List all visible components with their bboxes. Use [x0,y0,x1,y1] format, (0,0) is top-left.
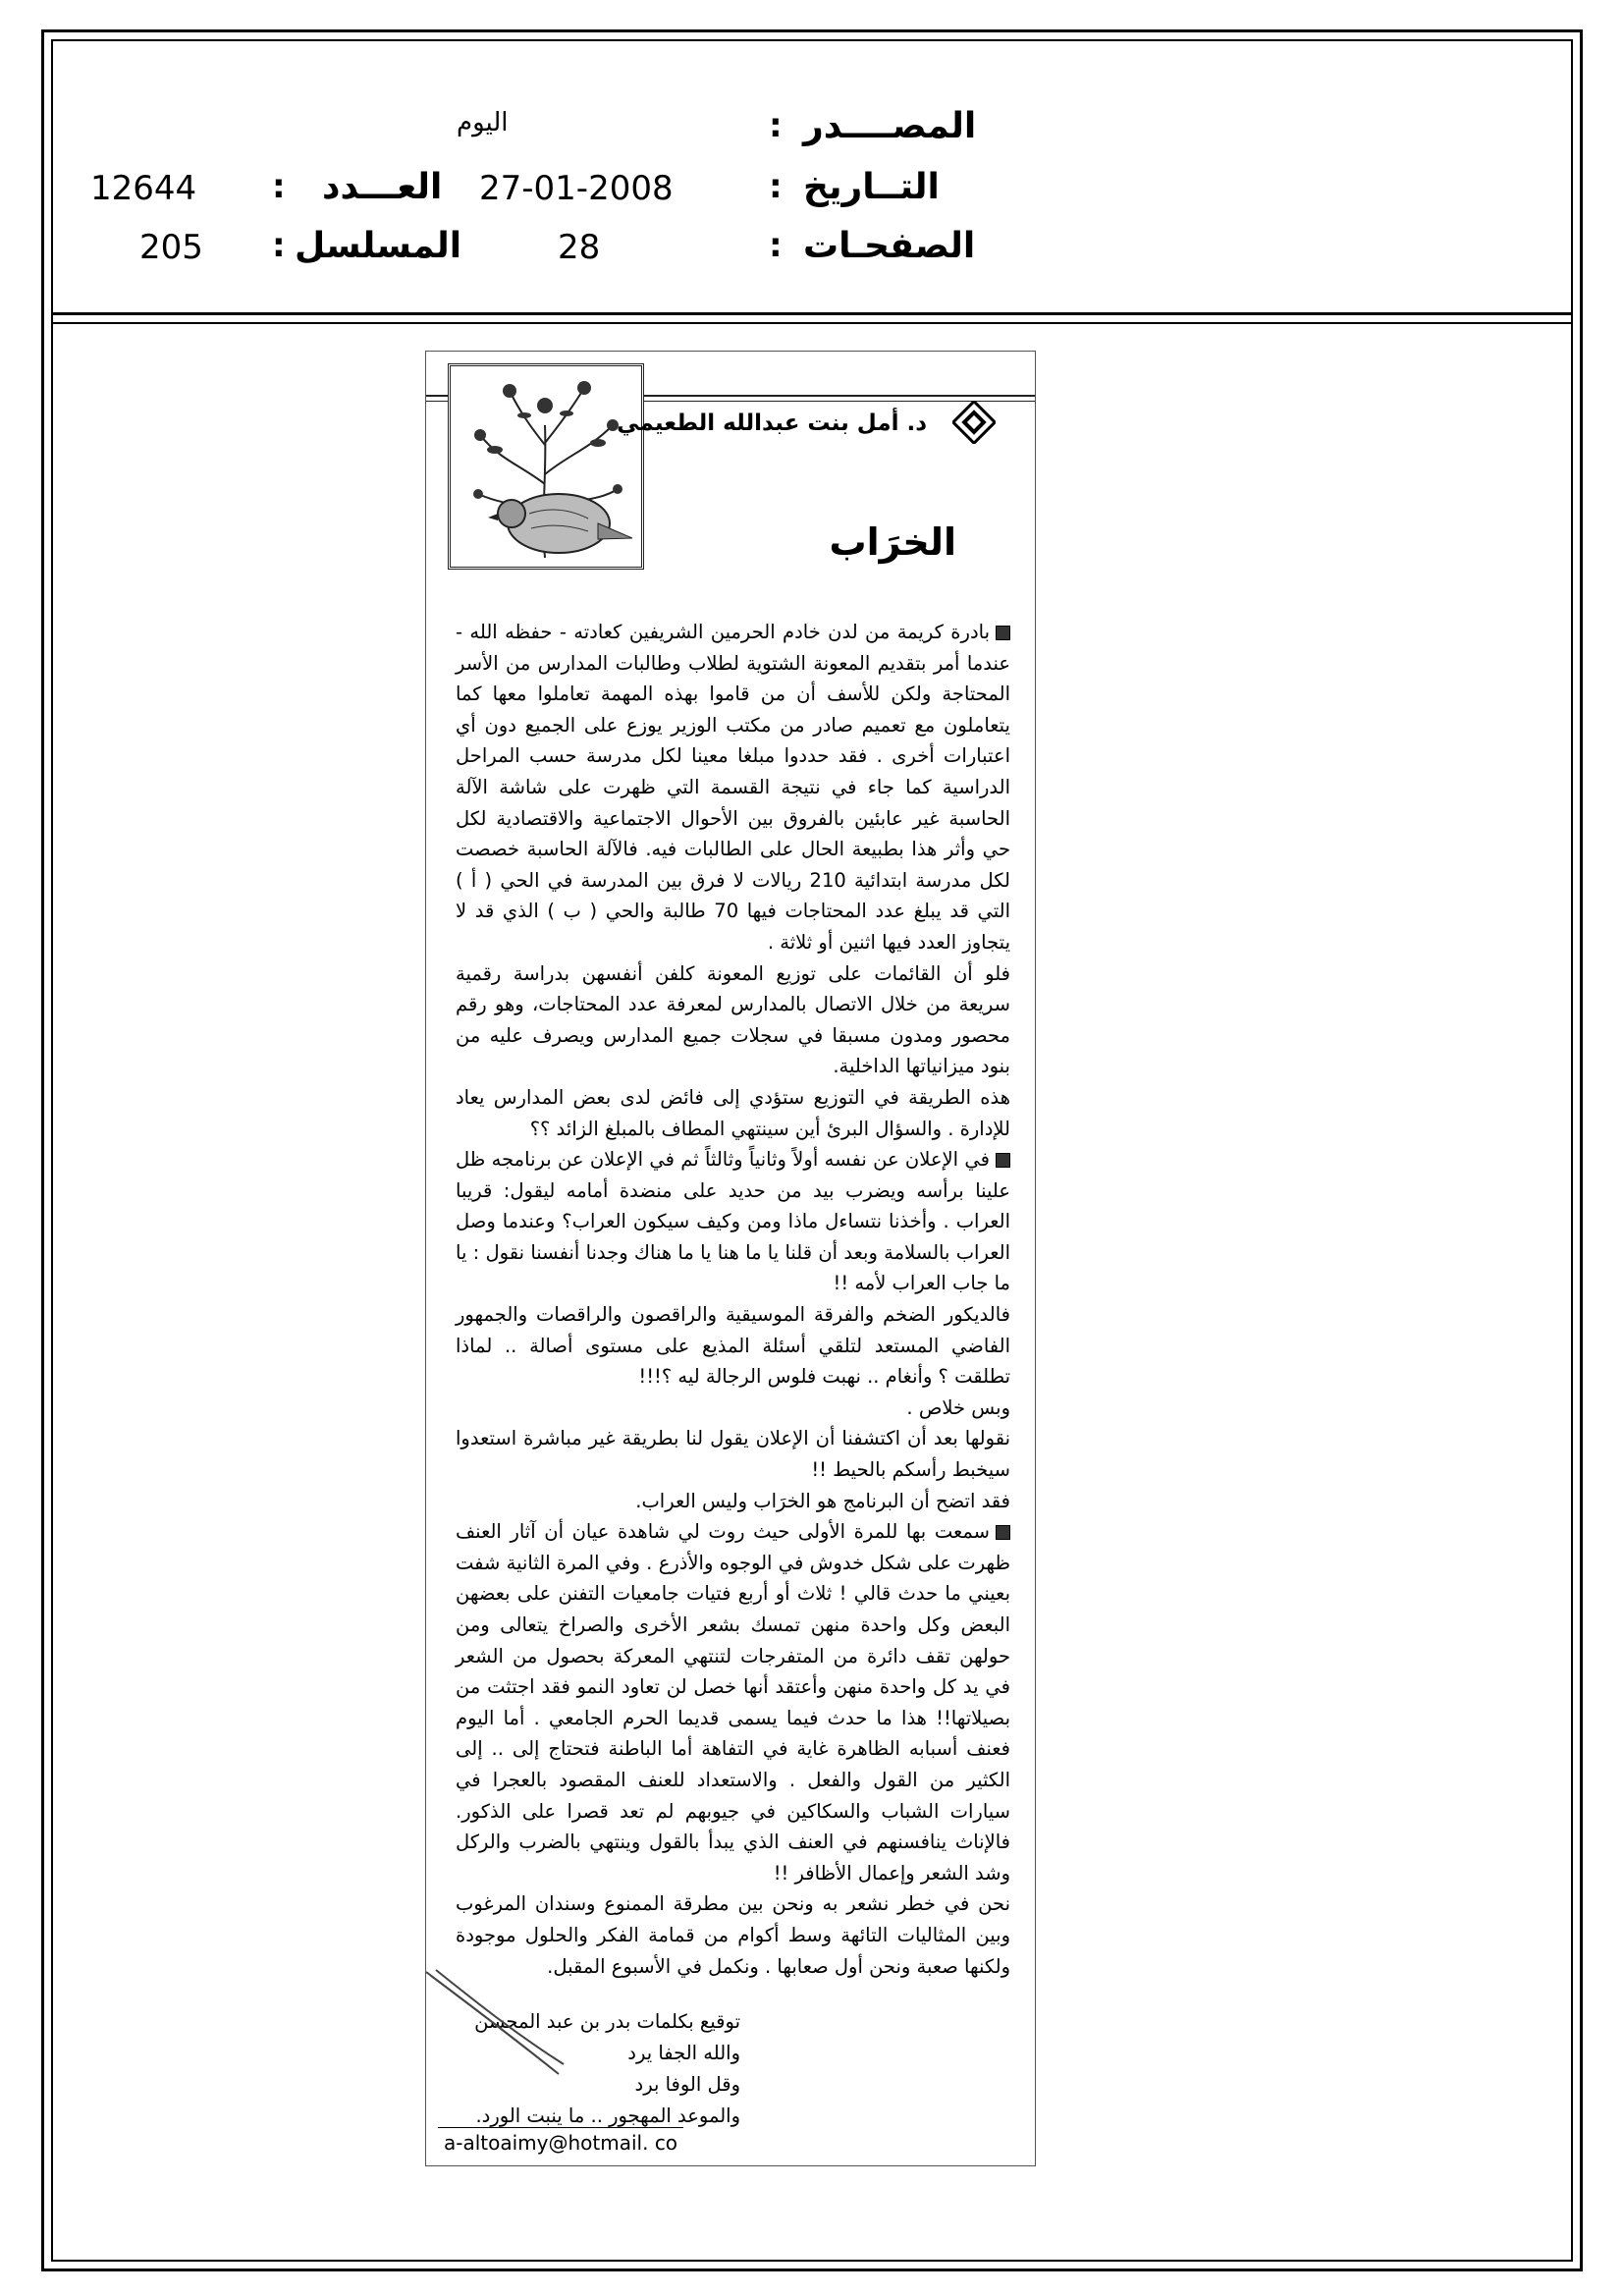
author-byline: د. أمل بنت عبدالله الطعيمي [617,410,927,436]
poem-line: وقل الوفا برد [634,2073,740,2096]
article-paragraph: في الإعلان عن نفسه أولاً وثانياً وثالثاً ثم في الإعلان عن برنامجه ظل علينا برأسه ويضرب بيد من حديد على منضدة أمامه ليقول: قريبا العراب . وأخذنا نتساءل ماذا ومن وكيف سيكون العراب؟ وعندما وصل العراب بالسلامة وبعد أن قلنا يا ما هنا يا ما هناك وجدنا أنفسنا نقول : يا ما جاب العراب لأمه !! [456,1148,1010,1295]
issue-value: 12644 [90,169,197,208]
pen-scribble-mark [387,1962,603,2100]
pages-value: 28 [558,228,601,267]
article-paragraph: بادرة كريمة من لدن خادم الحرمين الشريفين كعادته - حفظه الله - عندما أمر بتقديم المعونة الشتوية لطلاب وطالبات المدارس من الأسر المحتاجة ولكن للأسف أن من قاموا بهذه المهمة تعاملوا معها كما يتعاملون مع تعميم صادر من مكتب الوزير يوزع على الجميع دون أي اعتبارات أخرى . فقد حددوا مبلغا معينا لكل مدرسة حسب المراحل الدراسية كما جاء في نتيجة القسمة التي ظهرت على شاشة الآلة الحاسبة غير عابئين بالفروق بين الأحوال الاجتماعية والاقتصادية لكل حي وأثر هذا بطبيعة الحال على الطالبات فيه. فالآلة الحاسبة خصصت لكل مدرسة ابتدائية 210 ريالات لا فرق بين المدرسة في الحي ( أ ) التي قد يبلغ عدد المحتاجات فيها 70 طالبة والحي ( ب ) الذي قد لا يتجاوز العدد فيها اثنين أو ثلاثة . [456,621,1010,954]
poem-line: والموعد المهجور .. ما ينبت الورد. [475,2105,740,2127]
issue-colon: : [272,167,286,206]
poem-line: والله الجفا يرد [627,2042,740,2064]
pages-label: الصفحـات [803,226,976,266]
serial-colon: : [272,226,286,265]
article-paragraph: نقولها بعد أن اكتشفنا أن الإعلان يقول لنا بطريقة غير مباشرة استعدوا سيخبط رأسكم بالحيط !! [456,1427,1010,1482]
source-colon: : [769,106,783,145]
email-divider [438,2127,683,2128]
square-bullet-icon [996,626,1010,640]
newspaper-clipping [425,351,1036,2166]
issue-label: العـــدد [322,167,443,207]
diamond-emblem-icon [952,401,996,444]
author-email: a-altoaimy@hotmail. co [444,2131,678,2155]
article-paragraph: سمعت بها للمرة الأولى حيث روت لي شاهدة عيان أن آثار العنف ظهرت على شكل خدوش في الوجوه والأذرع . وفي المرة الثانية شفت بعيني ما حدث قالي ! ثلاث أو أربع فتيات جامعيات التفنن على بعضهن البعض وكل واحدة منهن تمسك بشعر الأخرى والصراخ يتعالى ومن حولهن تقف دائرة من المتفرجات لتنتهي المعركة بحصول من الشعر في يد كل واحدة منهن وأعتقد أنها خصل لن تعاود النمو فقد اجتثت من بصيلاتها!! هذا ما حدث فيما يسمى قديما الحرم الجامعي . أما اليوم فعنف أسبابه الظاهرة غاية في التفاهة أما الباطنة فتحتاج إلى .. إلى الكثير من القول والفعل . والاستعداد للعنف المقصود بالعجرا في سيارات الشباب والسكاكين في جيوبهم لم تعد قصرا على الذكور. فالإناث ينافسنهم في العنف الذي يبدأ بالقول وينتهي بالضرب والركل وشد الشعر وإعمال الأظافر !! [456,1520,1010,1885]
header-divider-inner [51,322,1573,324]
article-paragraph: فقد اتضح أن البرنامج هو الخرَاب وليس العراب. [635,1489,1010,1512]
source-label: المصــــدر [803,106,977,146]
square-bullet-icon [996,1525,1010,1540]
serial-value: 205 [139,228,203,267]
article-title: الخرَاب [829,520,956,564]
poem-line: توقيع بكلمات بدر بن عبد المحسن [474,2010,740,2033]
square-bullet-icon [996,1153,1010,1168]
article-paragraph: هذه الطريقة في التوزيع ستؤدي إلى فائض لدى بعض المدارس يعاد للإدارة . والسؤال البرئ أين سينتهي المطاف بالمبلغ الزائد ؟؟ [456,1085,1010,1140]
article-paragraph: فالديكور الضخم والفرقة الموسيقية والراقصون والراقصات والجمهور الفاضي المستعد لتلقي أسئلة المذيع على مستوى أصالة .. لماذا تطلقت ؟ وأنغام .. نهبت فلوس الرجالة ليه ؟!!! [456,1303,1010,1389]
date-colon: : [769,167,783,206]
pages-colon: : [769,226,783,265]
bird-ornament-illustration [448,363,644,570]
article-paragraph: فلو أن القائمات على توزيع المعونة كلفن أنفسهن بدراسة رقمية سريعة من خلال الاتصال بالمدارس لمعرفة عدد المحتاجات، وهو رقم محصور ومدون مسبقا في سجلات جميع المدارس ويصرف عليه من بنود ميزانياتها الداخلية. [456,961,1010,1078]
date-label: التــاريخ [803,167,940,207]
serial-label: المسلسل [295,226,462,266]
article-paragraph: نحن في خطر نشعر به ونحن بين مطرقة الممنوع وسندان المرغوب وبين المثاليات التائهة وسط أكوام من قمامة الفكر والحلول موجودة ولكنها صعبة ونحن أول صعابها . ونكمل في الأسبوع المقبل. [456,1892,1010,1978]
article-paragraph: وبس خلاص . [906,1395,1010,1419]
date-value: 27-01-2008 [479,169,674,208]
source-value: اليوم [457,108,509,137]
header-divider [51,312,1573,315]
article-body [456,617,1010,1982]
